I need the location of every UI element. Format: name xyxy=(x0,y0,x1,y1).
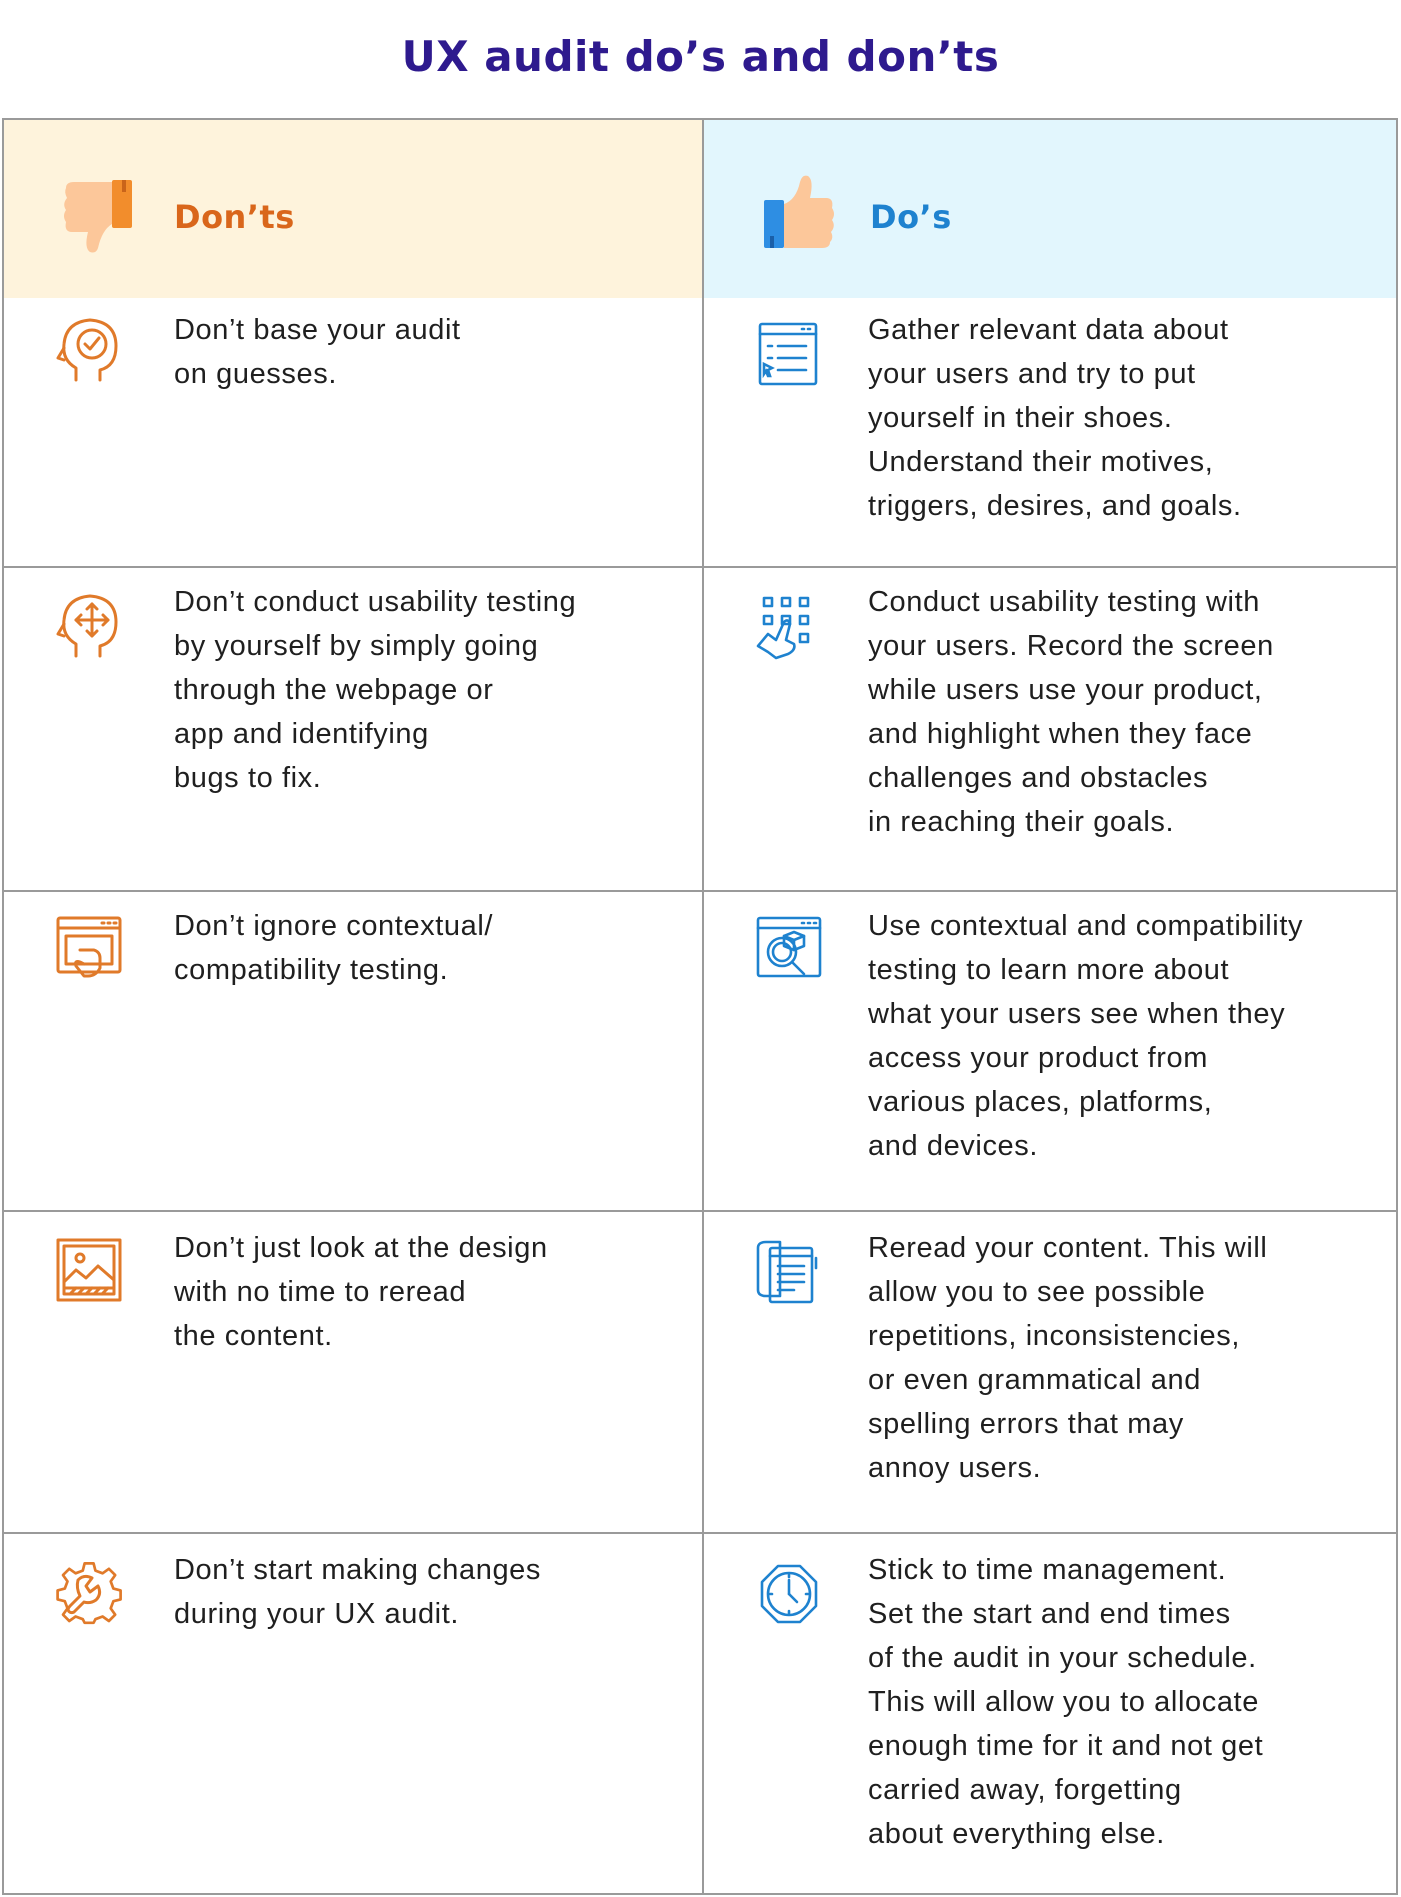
dos-donts-table xyxy=(2,118,1398,1895)
gear-wrench-icon xyxy=(54,1558,124,1628)
page-title: UX audit do’s and don’ts xyxy=(401,32,1000,81)
do-text-4: Reread your content. This will allow you to see possible repetitions, inconsistencies, or even grammatical and spelling errors that may annoy users. xyxy=(868,1232,1268,1484)
do-text-5: Stick to time management. Set the start and end times of the audit in your schedule. This will allow you to allocate enough time for it and not get carried away, forgetting about everything else. xyxy=(868,1554,1264,1850)
row-divider xyxy=(4,1210,1396,1212)
clock-icon xyxy=(754,1560,824,1630)
row-divider xyxy=(4,890,1396,892)
row-divider xyxy=(4,566,1396,568)
thumbs-down-icon xyxy=(62,174,148,254)
browser-hand-icon xyxy=(54,914,124,984)
dos-header-label: Do’s xyxy=(870,198,952,236)
browser-magnifier-icon xyxy=(754,914,824,984)
column-divider xyxy=(702,120,704,1893)
dont-text-1: Don’t base your audit on guesses. xyxy=(174,314,461,390)
do-text-1: Gather relevant data about your users and try to put yourself in their shoes. Understand their motives, triggers, desires, and goals. xyxy=(868,314,1242,522)
document-pages-icon xyxy=(754,1238,824,1308)
donts-header xyxy=(4,120,702,298)
head-arrows-icon xyxy=(54,590,124,660)
row-divider xyxy=(4,1532,1396,1534)
dont-text-5: Don’t start making changes during your UX audit. xyxy=(174,1554,541,1630)
dont-text-2: Don’t conduct usability testing by yourself by simply going through the webpage or app and identifying bugs to fix. xyxy=(174,586,577,794)
dont-text-3: Don’t ignore contextual/ compatibility testing. xyxy=(174,910,494,986)
donts-header-label: Don’ts xyxy=(174,198,295,236)
hand-touch-grid-icon xyxy=(754,594,824,664)
dos-header xyxy=(704,120,1396,298)
thumbs-up-icon xyxy=(762,174,848,254)
do-text-3: Use contextual and compatibility testing to learn more about what your users see when they access your product from various places, platforms, and devices. xyxy=(868,910,1304,1162)
image-design-icon xyxy=(54,1236,124,1306)
dont-text-4: Don’t just look at the design with no time to reread the content. xyxy=(174,1232,548,1352)
head-checkmark-icon xyxy=(54,314,124,384)
do-text-2: Conduct usability testing with your users. Record the screen while users use your product, and highlight when they face challenges and obstacles in reaching their goals. xyxy=(868,586,1274,838)
checklist-form-icon xyxy=(754,320,824,390)
